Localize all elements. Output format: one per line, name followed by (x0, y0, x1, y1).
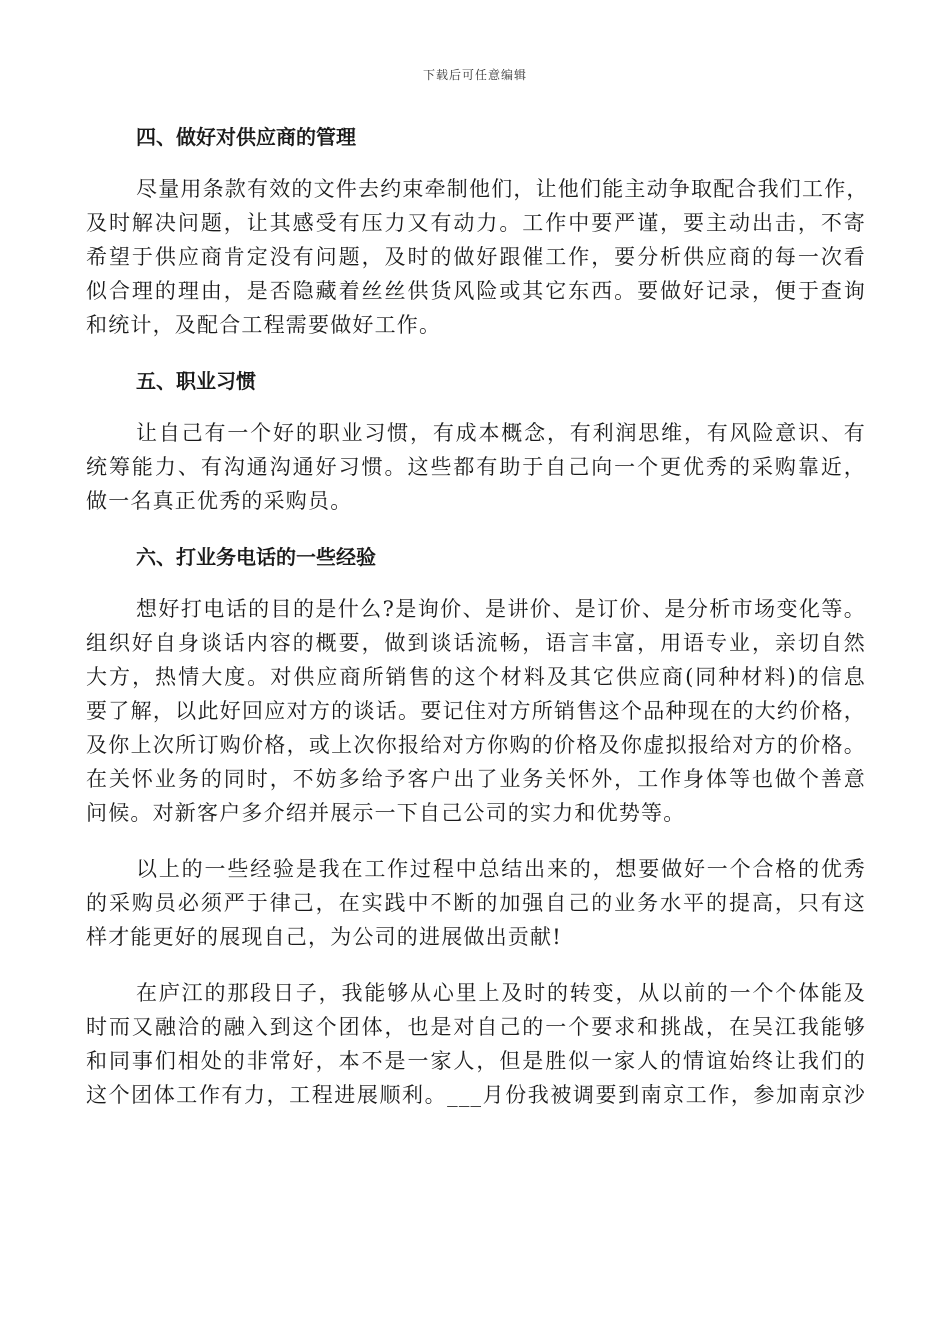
paragraph-line: 尽量用条款有效的文件去约束牵制他们，让他们能主动争取配合我们工作， (136, 177, 869, 201)
section-heading: 四、做好对供应商的管理 (136, 125, 356, 149)
paragraph-line: 做一名真正优秀的采购员。 (86, 489, 353, 513)
paragraph-line: 组织好自身谈话内容的概要，做到谈话流畅，语言丰富，用语专业，亲切自然 (86, 631, 866, 655)
closing-paragraph (86, 976, 866, 1112)
paragraph-line: 以上的一些经验是我在工作过程中总结出来的，想要做好一个合格的优秀 (136, 857, 866, 881)
section-paragraph (86, 592, 866, 830)
section-paragraph (86, 172, 869, 342)
paragraph-line: 和同事们相处的非常好，本不是一家人，但是胜似一家人的情谊始终让我们的 (86, 1049, 866, 1073)
paragraph-line: 希望于供应商肯定没有问题，及时的做好跟催工作，要分析供应商的每一次看 (86, 245, 866, 269)
section-paragraph (86, 416, 866, 518)
paragraph-line: 要了解，以此好回应对方的谈话。要记住对方所销售这个品种现在的大约价格， (86, 699, 866, 723)
paragraph-line: 的采购员必须严于律己，在实践中不断的加强自己的业务水平的提高，只有这 (86, 891, 866, 915)
paragraph-line: 及你上次所订购价格，或上次你报给对方你购的价格及你虚拟报给对方的价格。 (86, 733, 866, 757)
section-heading: 五、职业习惯 (136, 369, 256, 393)
section-heading: 六、打业务电话的一些经验 (136, 545, 376, 569)
paragraph-line: 统筹能力、有沟通沟通好习惯。这些都有助于自己向一个更优秀的采购靠近， (86, 455, 866, 479)
paragraph-line: 样才能更好的展现自己，为公司的进展做出贡献! (86, 925, 562, 949)
paragraph-line: 想好打电话的目的是什么?是询价、是讲价、是订价、是分析市场变化等。 (136, 597, 866, 621)
paragraph-line: 大方，热情大度。对供应商所销售的这个材料及其它供应商(同种材料)的信息 (86, 665, 866, 689)
paragraph-line: 似合理的理由，是否隐藏着丝丝供货风险或其它东西。要做好记录，便于查询 (86, 279, 866, 303)
document-body (86, 120, 869, 1134)
paragraph-line: 在庐江的那段日子，我能够从心里上及时的转变，从以前的一个个体能及 (136, 981, 866, 1005)
paragraph-line: 和统计，及配合工程需要做好工作。 (86, 313, 442, 337)
page-header-note: 下载后可任意编辑 (422, 68, 527, 82)
paragraph-line: 问候。对新客户多介绍并展示一下自己公司的实力和优势等。 (86, 801, 686, 825)
paragraph-line: 这个团体工作有力，工程进展顺利。___月份我被调要到南京工作，参加南京沙 (86, 1083, 866, 1107)
paragraph-line: 时而又融洽的融入到这个团体，也是对自己的一个要求和挑战，在吴江我能够 (86, 1015, 866, 1039)
paragraph-line: 在关怀业务的同时，不妨多给予客户出了业务关怀外，工作身体等也做个善意 (86, 767, 866, 791)
summary-paragraph (86, 852, 866, 954)
paragraph-line: 让自己有一个好的职业习惯，有成本概念，有利润思维，有风险意识、有 (136, 421, 866, 445)
paragraph-line: 及时解决问题，让其感受有压力又有动力。工作中要严谨，要主动出击，不寄 (86, 211, 866, 235)
